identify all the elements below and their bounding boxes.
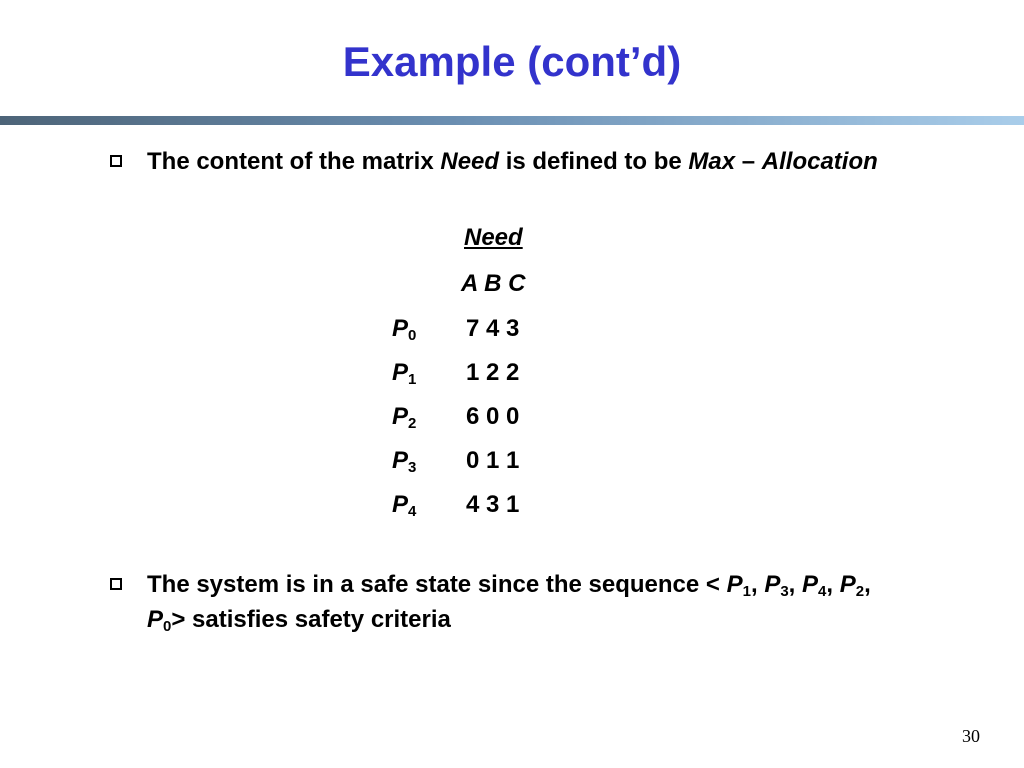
need-values: 4 3 1 (466, 491, 520, 518)
need-values: 7 4 3 (466, 315, 520, 342)
bullet-need-definition (110, 144, 910, 179)
need-values: 6 0 0 (466, 403, 520, 430)
matrix-header: Need (464, 224, 523, 251)
matrix-columns: A B C (461, 270, 526, 297)
checkbox-bullet-icon (110, 155, 122, 167)
checkbox-bullet-icon (110, 578, 122, 590)
process-label: $P_2$ (392, 403, 417, 432)
process-label: $P_4$ (392, 491, 417, 520)
slide-title: Example (cont’d) (342, 38, 682, 85)
bullet-text: The content of the matrix Need is defined to be Max – Allocation (147, 148, 878, 175)
process-label: $P_3$ (392, 447, 417, 476)
bullet-text: The system is in a safe state since the sequence < $P_1$, $P_3$, $P_4$, $P_2$, $P_0>$ satisfies safety criteria (147, 571, 871, 635)
process-label: $P_0$ (392, 315, 417, 344)
need-values: 0 1 1 (466, 447, 520, 474)
process-label: $P_1$ (392, 359, 417, 388)
page-number: 30 (962, 726, 980, 746)
title-divider (0, 116, 1024, 125)
need-values: 1 2 2 (466, 359, 520, 386)
bullet-safe-state (110, 567, 910, 637)
